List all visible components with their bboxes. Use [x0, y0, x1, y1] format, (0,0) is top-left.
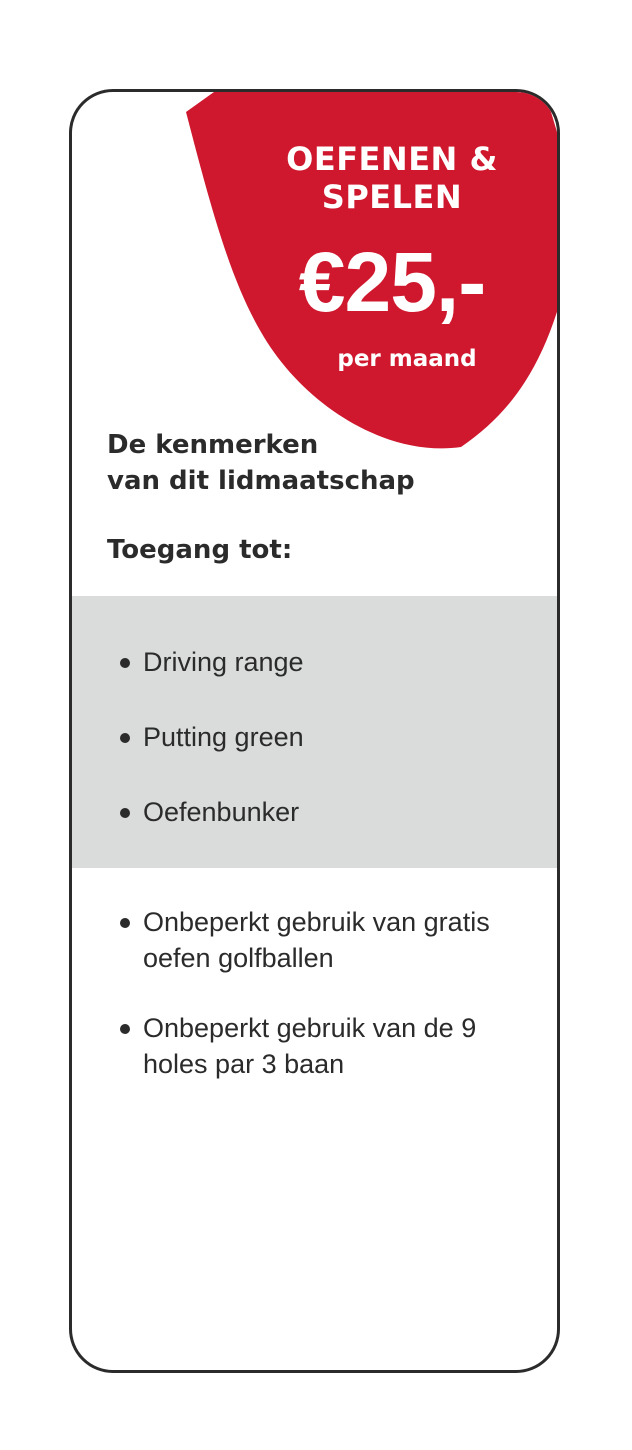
list-item: [120, 904, 520, 976]
list-item-label: Putting green: [143, 722, 304, 752]
access-list: [120, 644, 520, 869]
badge-title-line-2: SPELEN: [321, 178, 463, 216]
features-heading-line-2: van dit lidmaatschap: [107, 466, 415, 496]
list-item: [120, 719, 520, 755]
access-subheading: Toegang tot:: [107, 535, 293, 565]
badge-title: [252, 140, 532, 216]
list-item: [120, 794, 520, 830]
list-item: [120, 644, 520, 680]
list-item-line-1: Onbeperkt gebruik van gratis: [143, 907, 490, 937]
features-heading: [107, 427, 507, 499]
list-item-line-2: holes par 3 baan: [143, 1049, 345, 1079]
membership-card: [69, 89, 560, 1373]
list-item: [120, 1010, 520, 1082]
list-item-label: Driving range: [143, 647, 304, 677]
bullet-icon: [120, 658, 130, 668]
list-item-line-2: oefen golfballen: [143, 943, 334, 973]
bullet-icon: [120, 918, 130, 928]
extras-list: [120, 904, 520, 1116]
badge-price: €25,-: [298, 235, 486, 329]
bullet-icon: [120, 808, 130, 818]
bullet-icon: [120, 1024, 130, 1034]
bullet-icon: [120, 733, 130, 743]
badge-title-line-1: OEFENEN &: [286, 140, 498, 178]
badge-period: per maand: [337, 346, 477, 372]
list-item-label: Oefenbunker: [143, 797, 300, 827]
list-item-line-1: Onbeperkt gebruik van de 9: [143, 1013, 477, 1043]
features-heading-line-1: De kenmerken: [107, 430, 319, 460]
